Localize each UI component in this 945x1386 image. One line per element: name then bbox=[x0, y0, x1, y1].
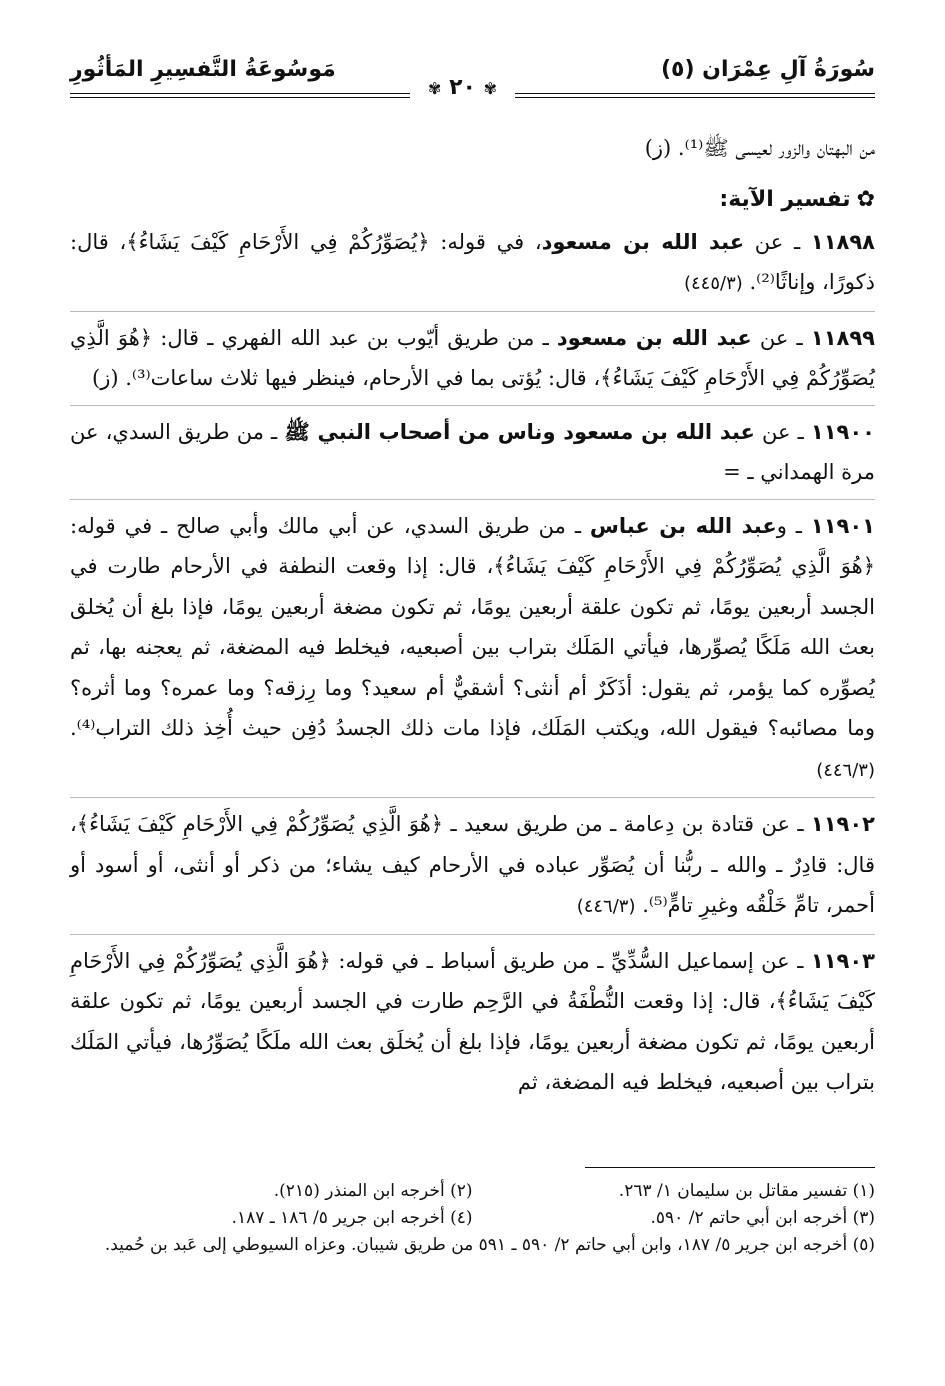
narration-11900: ١١٩٠٠ ـ عن عبد الله بن مسعود وناس من أصحاب النبي ﷺ ـ من طريق السدي، عن مرة الهمداني ـ = bbox=[70, 419, 875, 484]
flower-icon: ✿ bbox=[856, 186, 875, 212]
divider bbox=[70, 797, 875, 798]
page-number: ✾ ٢٠ ✾ bbox=[427, 75, 497, 100]
narration-11902: ١١٩٠٢ ـ عن قتادة بن دِعامة ـ من طريق سعيد ـ ﴿هُوَ الَّذِي يُصَوِّرُكُمْ فِي الأَرْحَامِ كَيْفَ يَشَاءُ﴾، قال: قادِرٌ ـ والله ـ ربُّنا أن يُصَوِّر عباده في الأرحام كيف يشاء؛ من ذكر أو أنثى، أو أسود أو أحمر، تامِّ خَلْقُه وغيرِ تامٍّ⁽⁵⁾. (٤٤٦/٣) bbox=[70, 812, 875, 917]
header-rule-left bbox=[70, 93, 410, 94]
header-rule-left-2 bbox=[70, 97, 410, 98]
page-body bbox=[70, 128, 875, 1103]
header-rule-right bbox=[515, 93, 875, 94]
ornament-icon: ✾ bbox=[483, 79, 497, 98]
divider bbox=[70, 405, 875, 406]
footnote-5: (٥) أخرجه ابن جرير ٥/ ١٨٧، وابن أبي حاتم ٢/ ٥٩٠ ـ ٥٩١ من طريق شيبان. وعزاه السيوطي إلى عَبد بن حُميد. bbox=[104, 1235, 875, 1255]
footnotes bbox=[70, 1178, 875, 1259]
divider bbox=[70, 499, 875, 500]
ornament-icon: ✾ bbox=[427, 79, 442, 98]
divider bbox=[70, 311, 875, 312]
footnote-row bbox=[70, 1178, 875, 1205]
book-title: مَوسُوعَةُ التَّفسِيرِ المَأثُورِ bbox=[70, 57, 336, 82]
footnote-3: (٣) أخرجه ابن أبي حاتم ٢/ ٥٩٠. bbox=[650, 1208, 875, 1228]
page-header bbox=[70, 55, 875, 105]
header-rule-right-2 bbox=[515, 97, 875, 98]
divider bbox=[70, 934, 875, 935]
narration-11903: ١١٩٠٣ ـ عن إسماعيل السُّدِّيِّ ـ من طريق أسباط ـ في قوله: ﴿هُوَ الَّذِي يُصَوِّرُكُمْ فِي الأَرْحَامِ كَيْفَ يَشَاءُ﴾، قال: إذا وقعت النُّطْفَةُ في الرَّحِم طارت في الجسد أربعين يومًا، ثم تكون علقة أربعين يومًا، ثم تكون مضغة أربعين يومًا، فإذا بلغ أن يُخلَق بعث الله ملَكًا يُصَوِّرُها، فيأتي المَلَك بتراب بين أصبعيه، فيخلط فيه المضغة، ثم bbox=[70, 948, 875, 1094]
narration-11899: ١١٨٩٩ ـ عن عبد الله بن مسعود ـ من طريق أيّوب بن عبد الله الفهري ـ قال: ﴿هُوَ الَّذِي يُصَوِّرُكُمْ فِي الأَرْحَامِ كَيْفَ يَشَاءُ﴾، قال: يُؤتى بما في الأرحام، فينظر فيها ثلاث ساعات⁽³⁾. (ز) bbox=[70, 325, 875, 390]
footnote-rule bbox=[585, 1167, 875, 1168]
footnote-row bbox=[70, 1205, 875, 1232]
narration-11901: ١١٩٠١ ـ وعبد الله بن عباس ـ من طريق السدي، عن أبي مالك وأبي صالح ـ في قوله: ﴿هُوَ الَّذِي يُصَوِّرُكُمْ فِي الأَرْحَامِ كَيْفَ يَشَاءُ﴾، قال: إذا وقعت النطفة في الأرحام طارت في الجسد أربعين يومًا، ثم تكون علقة أربعين يومًا، ثم تكون مضغة أربعين يومًا، فإذا بلغ أن يُخلق بعث الله مَلَكًا يُصوِّرها، فيأتي المَلَك بتراب بين أصبعيه، فيخلط فيه المضغة، ثم يعجنه بها، ثم يُصوِّره كما يؤمر، ثم يقول: أذَكَرٌ أم أنثى؟ أشقيٌّ أم سعيد؟ وما رِزقه؟ وما عمره؟ وما أثره؟ وما مصائبه؟ فيقول الله، ويكتب المَلَك، فإذا مات ذلك الجسدُ دُفِن حيث أُخِذ ذلك التراب⁽⁴⁾. (٤٤٦/٣) bbox=[70, 513, 875, 781]
continuation-line: من البهتان والزور لعيسى ﷺ⁽¹⁾. (ز) bbox=[644, 136, 875, 160]
footnote-1: (١) تفسير مقاتل بن سليمان ١/ ٢٦٣. bbox=[618, 1181, 875, 1201]
section-heading: ✿تفسير الآية: bbox=[719, 186, 875, 212]
narration-11898: ١١٨٩٨ ـ عن عبد الله بن مسعود، في قوله: ﴿يُصَوِّرُكُمْ فِي الأَرْحَامِ كَيْفَ يَشَاءُ﴾، قال: ذكورًا، وإناثًا⁽²⁾. (٤٤٥/٣) bbox=[70, 229, 875, 294]
footnote-2: (٢) أخرجه ابن المنذر (٢١٥). bbox=[273, 1181, 473, 1201]
surah-title: سُورَةُ آلِ عِمْرَان (٥) bbox=[660, 57, 875, 82]
footnote-4: (٤) أخرجه ابن جرير ٥/ ١٨٦ ـ ١٨٧. bbox=[231, 1208, 473, 1228]
